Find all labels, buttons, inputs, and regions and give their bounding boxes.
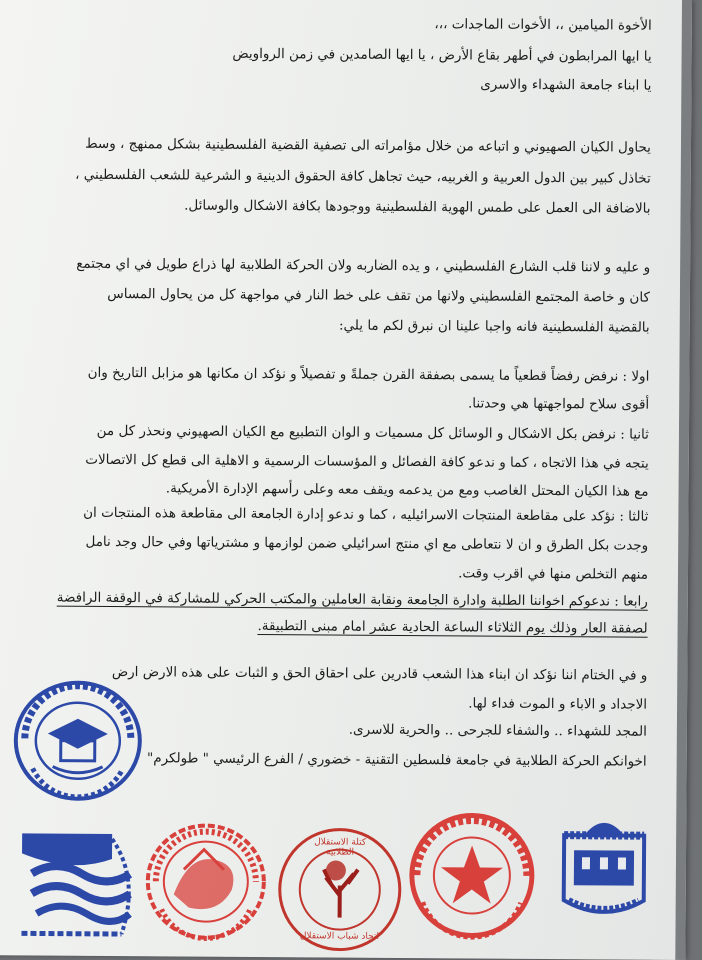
point-4-line-2: لصفقة العار وذلك يوم الثلاثاء الساعة الحادية عشر امام مبنى التطبيقة. <box>257 617 648 637</box>
point-1-line-1: اولا : نرفض رفضاً قطعياً ما يسمى بصفقة القرن جملةً و تفصيلاً و نؤكد ان مكانها هو مزابل التاريخ وان <box>87 364 650 385</box>
greeting-line-2: يا ايها المرابطون في أطهر بقاع الأرض ، يا ايها الصامدين في زمن الرواويض <box>232 45 652 65</box>
blue-initiative-stamp <box>12 678 143 804</box>
point-2-line-2: يتجه في هذا الاتجاه ، كما و ندعو كافة الفصائل و المؤسسات الرسمية و الاهلية الى قطع كل الاتصالات <box>85 451 649 472</box>
paragraph-2-line-2: كان و خاصة المجتمع الفلسطيني ولانها من تقف على خط النار في مواجهة كل من يحاول المساس <box>107 285 650 306</box>
istiqlal-bottom-text: اتحاد شباب الاستقلال <box>299 931 380 942</box>
point-3-line-2: وجدت بكل الطرق و ان لا نتعاطى مع اي منتج اسرائيلي ضمن لوازمها و مشترياتها وفي حال وجد نامل <box>85 533 649 554</box>
point-4-line-1: رابعا : ندعوكم اخواننا الطلبة وادارة الجامعة ونقابة العاملين والمكتب الحركي للمشاركة في الوقفة الرافضة <box>56 589 648 610</box>
greeting-line-1: الأخوة الميامين ،، الأخوات الماجدات ،،، <box>434 16 652 34</box>
greeting-line-3: يا ابناء جامعة الشهداء والاسرى <box>480 76 652 94</box>
blue-mosque-stamp <box>554 805 655 926</box>
paragraph-1-line-3: بالاضافة الى العمل على طمس الهوية الفلسطينية ووجودها بكافة الاشكال والوسائل. <box>184 197 651 217</box>
closing-line-1: و في الختام اننا نؤكد ان ابناء هذا الشعب قادرين على احقاق الحق و الثبات على هذه الارض ارض <box>111 663 648 684</box>
wahda-stamp <box>406 810 537 941</box>
istiqlal-stamp <box>273 825 406 954</box>
paragraph-2-line-3: بالقضية الفلسطينية فانه واجبا علينا ان نبرق لكم ما يلي: <box>338 317 650 336</box>
point-2-line-3: مع هذا الكيان المحتل الغاصب ومع من يدعمه ويقف معه وعلى رأسهم الإدارة الأمريكية. <box>165 480 649 500</box>
point-3-line-1: ثالثا : نؤكد على مقاطعة المنتجات الاسرائيليه ، كما و ندعو إدارة الجامعة الى مقاطعة هذه المنتجات ان <box>83 504 649 525</box>
paragraph-1-line-1: يحاول الكيان الصهيوني و اتباعه من خلال مؤامراته الى تصفية القضية الفلسطينية بشكل ممنهج ، وسط <box>85 135 652 156</box>
point-2-line-1: ثانيا : نرفض بكل الاشكال و الوسائل كل مسميات و الوان التطبيع مع الكيان الصهيوني ونحذر كل من <box>96 422 650 443</box>
paragraph-1-line-2: تخاذل كبير بين الدول العربية و الغربيه، حيث تجاهل كافة الحقوق الدينية و الشرعية للشعب الفلسطيني ، <box>75 166 651 187</box>
paragraph-2-line-1: و عليه و لاننا قلب الشارع الفلسطيني ، و يده الضاربه ولان الحركة الطلابية لها ذراع طويل في اي مجتمع <box>76 255 651 276</box>
closing-line-3: المجد للشهداء .. والشفاء للجرحى .. والحرية للاسرى. <box>348 721 647 740</box>
blue-wave-stamp <box>11 818 142 949</box>
point-3-line-3: منهم التخلص منها في اقرب وقت. <box>458 565 649 583</box>
istiqlal-top-text: كتلة الاستقلال الطلابية <box>314 837 367 858</box>
point-1-line-2: أقوى سلاح لمواجهتها هي وحدتنا. <box>467 395 650 413</box>
red-front-stamp <box>143 819 269 945</box>
signature-line: اخوانكم الحركة الطلابية في جامعة فلسطين التقنية - خضوري / الفرع الرئيسي " طولكرم" <box>147 750 647 770</box>
closing-line-2: الاجداد و الاباء و الموت فداء لها. <box>468 695 648 713</box>
page-edge <box>675 0 692 960</box>
